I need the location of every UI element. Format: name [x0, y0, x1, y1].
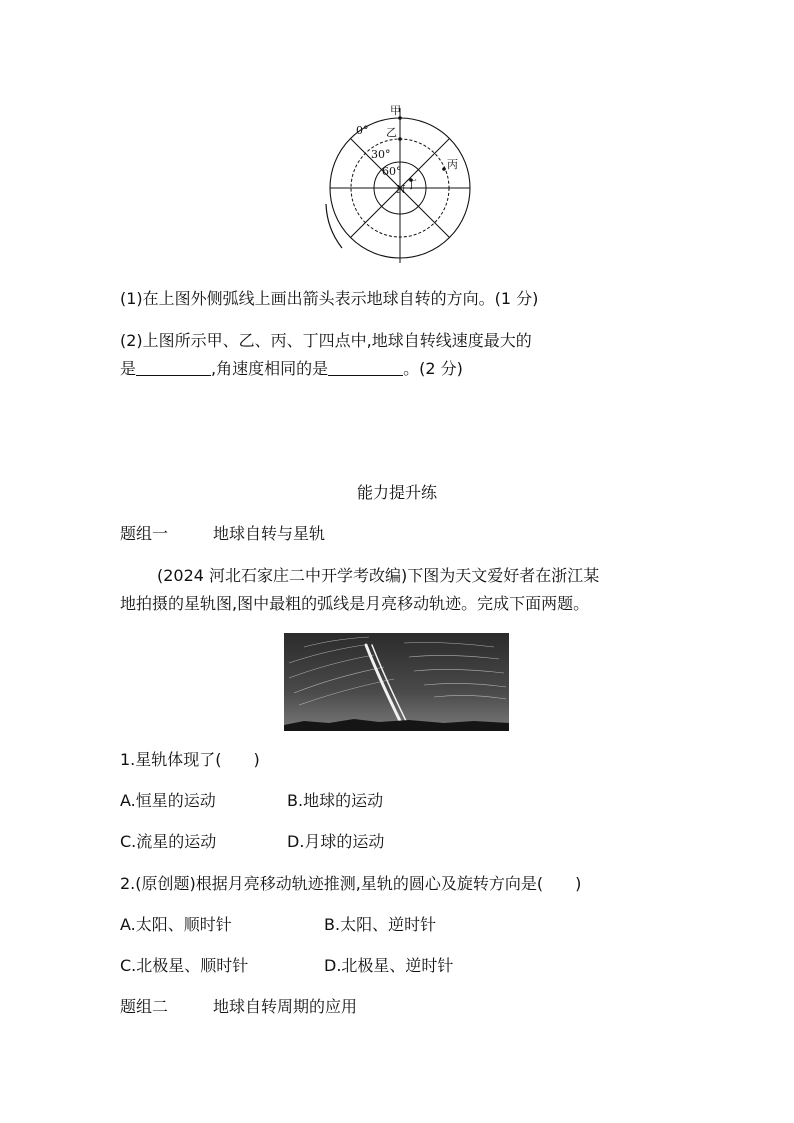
section-title: 能力提升练: [356, 483, 437, 502]
label-bing: 丙: [447, 158, 458, 171]
label-yi: 乙: [386, 126, 397, 139]
question-2-option-c[interactable]: C.北极星、顺时针: [120, 956, 249, 975]
group1-label: 题组一: [120, 524, 169, 543]
answer-blank-1[interactable]: [136, 359, 211, 376]
intro-line1: (2024 河北石家庄二中开学考改编)下图为天文爱好者在浙江某: [157, 566, 600, 585]
question-2-option-a[interactable]: A.太阳、顺时针: [120, 915, 232, 934]
question-b-prefix: 是: [120, 359, 137, 378]
question-b-middle: ,角速度相同的是: [211, 359, 329, 378]
group2-title: 地球自转周期的应用: [213, 997, 358, 1016]
label-lat-0: 0°: [356, 124, 369, 137]
intro-line2: 地拍摄的星轨图,图中最粗的弧线是月亮移动轨迹。完成下面两题。: [120, 594, 590, 613]
label-jia: 甲: [390, 104, 401, 117]
question-b-suffix: 。(2 分): [403, 359, 463, 378]
group1-title: 地球自转与星轨: [213, 524, 326, 543]
answer-blank-2[interactable]: [328, 359, 403, 376]
question-1-option-b[interactable]: B.地球的运动: [287, 791, 384, 810]
question-2-option-b[interactable]: B.太阳、逆时针: [324, 915, 437, 934]
label-ding: 丁: [406, 178, 417, 191]
question-1-option-a[interactable]: A.恒星的运动: [120, 791, 216, 810]
question-1-option-c[interactable]: C.流星的运动: [120, 832, 217, 851]
star-trail-photo: [284, 633, 509, 731]
question-b-line1: (2)上图所示甲、乙、丙、丁四点中,地球自转线速度最大的: [120, 331, 532, 350]
question-1-stem: 1.星轨体现了( ): [120, 750, 260, 769]
question-2-option-d[interactable]: D.北极星、逆时针: [324, 956, 454, 975]
label-lat-60: 60°: [382, 165, 402, 178]
label-north: N: [396, 183, 406, 196]
question-b-line2: [120, 358, 463, 380]
polar-projection-diagram: [320, 100, 480, 265]
question-1-option-d[interactable]: D.月球的运动: [287, 832, 385, 851]
question-2-stem: 2.(原创题)根据月亮移动轨迹推测,星轨的圆心及旋转方向是( ): [120, 874, 582, 893]
label-lat-30: 30°: [371, 148, 391, 161]
question-a-line1: (1)在上图外侧弧线上画出箭头表示地球自转的方向。(1 分): [120, 289, 539, 308]
group2-label: 题组二: [120, 997, 169, 1016]
